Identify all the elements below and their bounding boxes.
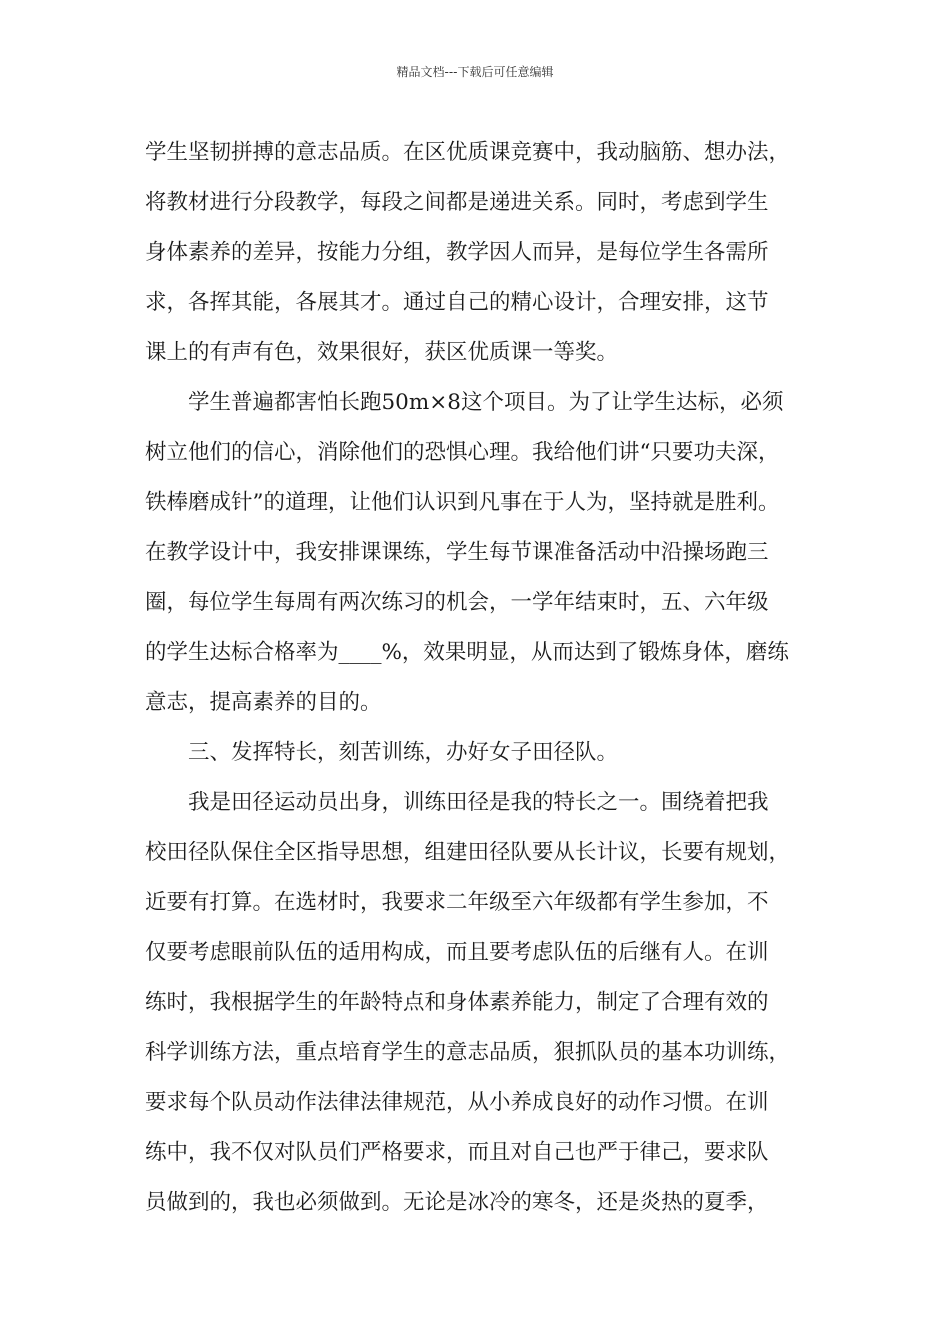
text-line: 铁棒磨成针”的道理，让他们认识到凡事在于人为，坚持就是胜利。 <box>145 490 780 515</box>
text-line: 意志，提高素养的目的。 <box>145 690 382 715</box>
text-line: 练时，我根据学生的年龄特点和身体素养能力，制定了合理有效的 <box>145 990 769 1015</box>
text-line: 我是田径运动员出身，训练田径是我的特长之一。围绕着把我 <box>188 790 769 815</box>
text-line: 课上的有声有色，效果很好，获区优质课一等奖。 <box>145 340 619 365</box>
text-line: 三、发挥特长，刻苦训练，办好女子田径队。 <box>188 740 619 765</box>
text-line: 学生普遍都害怕长跑50m×8这个项目。为了让学生达标，必须 <box>188 390 784 415</box>
text-line: 学生坚韧拼搏的意志品质。在区优质课竞赛中，我动脑筋、想办法， <box>145 140 791 165</box>
text-line: 将教材进行分段教学，每段之间都是递进关系。同时，考虑到学生 <box>145 190 769 215</box>
text-line: 圈，每位学生每周有两次练习的机会，一学年结束时，五、六年级 <box>145 590 769 615</box>
text-line: 要求每个队员动作法律法律规范，从小养成良好的动作习惯。在训 <box>145 1090 769 1115</box>
document-body <box>145 128 825 1228</box>
text-line: 的学生达标合格率为____%，效果明显，从而达到了锻炼身体，磨练 <box>145 640 789 665</box>
page-header: 精品文档---下载后可任意编辑 <box>396 65 554 79</box>
text-line: 树立他们的信心，消除他们的恐惧心理。我给他们讲“只要功夫深， <box>145 440 780 465</box>
text-line: 身体素养的差异，按能力分组，教学因人而异，是每位学生各需所 <box>145 240 769 265</box>
text-line: 求，各挥其能，各展其才。通过自己的精心设计，合理安排，这节 <box>145 290 769 315</box>
text-line: 科学训练方法，重点培育学生的意志品质，狠抓队员的基本功训练， <box>145 1040 791 1065</box>
text-line: 在教学设计中，我安排课课练，学生每节课准备活动中沿操场跑三 <box>145 540 769 565</box>
text-line: 近要有打算。在选材时，我要求二年级至六年级都有学生参加，不 <box>145 890 769 915</box>
text-line: 练中，我不仅对队员们严格要求，而且对自己也严于律己，要求队 <box>145 1140 769 1165</box>
text-line: 员做到的，我也必须做到。无论是冰冷的寒冬，还是炎热的夏季， <box>145 1190 769 1215</box>
text-line: 仅要考虑眼前队伍的适用构成，而且要考虑队伍的后继有人。在训 <box>145 940 769 965</box>
text-line: 校田径队保住全区指导思想，组建田径队要从长计议，长要有规划， <box>145 840 791 865</box>
